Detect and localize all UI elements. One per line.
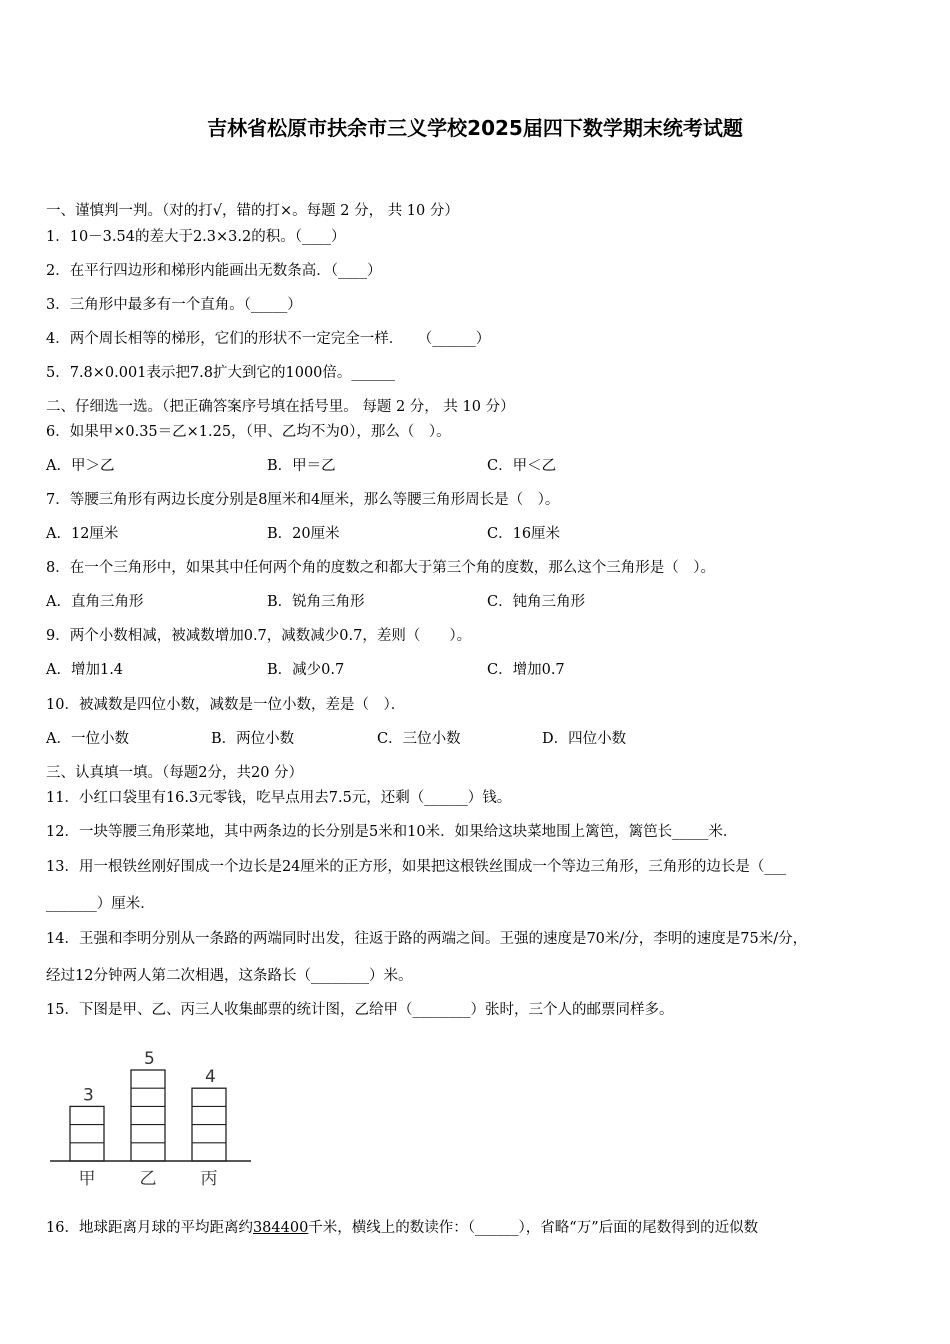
question-2: 2．在平行四边形和梯形内能画出无数条高．（____） [46,263,382,279]
q10-option-d: D．四位小数 [542,731,627,747]
question-16 [46,1218,758,1238]
q8-option-a: A．直角三角形 [46,594,144,610]
section-2-heading: 二、仔细选一选。（把正确答案序号填在括号里。 每题 2 分， 共 10 分） [46,399,515,415]
q6-option-b: B．甲＝乙 [267,458,336,474]
q9-option-c: C．增加0.7 [487,662,565,678]
stamp-bar-chart [44,1030,264,1190]
bar-乙 [131,1070,165,1161]
question-10: 10．被减数是四位小数，减数是一位小数，差是（ ）． [46,697,406,713]
q9-option-a: A．增加1.4 [46,662,124,678]
q16-text-before: 16．地球距离月球的平均距离约 [46,1220,253,1236]
q16-text-after: 千米，横线上的数读作：（______），省略“万”后面的尾数得到的近似数 [308,1220,759,1236]
question-14-line-1: 14．王强和李明分别从一条路的两端同时出发，往返于路的两端之间。王强的速度是70米/分，李明的速度是75米/分， [46,931,808,947]
q7-option-c: C．16厘米 [487,526,561,542]
value-label-甲: 3 [83,1085,94,1106]
question-13-line-1: 13．用一根铁丝刚好围成一个边长是24厘米的正方形，如果把这根铁丝围成一个等边三角形，三角形的边长是（___ [46,859,787,875]
question-13-line-2: _______）厘米． [46,896,155,912]
section-3-heading: 三、认真填一填。（每题2分，共20 分） [46,765,304,781]
question-5: 5．7.8×0.001表示把7.8扩大到它的1000倍。______ [46,365,395,381]
question-7: 7．等腰三角形有两边长度分别是8厘米和4厘米，那么等腰三角形周长是（ ）。 [46,492,560,508]
question-1: 1．10－3.54的差大于2.3×3.2的积。（____） [46,229,346,245]
category-label-乙: 乙 [139,1169,157,1189]
question-12: 12．一块等腰三角形菜地，其中两条边的长分别是5米和10米．如果给这块菜地围上篱笆，篱笆长_____米． [46,824,738,840]
category-label-甲: 甲 [78,1169,96,1189]
question-6: 6．如果甲×0.35＝乙×1.25，（甲、乙均不为0），那么（ ）。 [46,424,451,440]
question-14-line-2: 经过12分钟两人第二次相遇，这条路长（________）米。 [46,968,413,984]
q7-option-a: A．12厘米 [46,526,119,542]
value-label-丙: 4 [205,1067,216,1088]
page-title: 吉林省松原市扶余市三义学校2025届四下数学期末统考试题 [207,116,743,140]
q10-option-b: B．两位小数 [211,731,295,747]
question-4: 4．两个周长相等的梯形，它们的形状不一定完全一样． （______） [46,331,491,347]
question-8: 8．在一个三角形中，如果其中任何两个角的度数之和都大于第三个角的度数，那么这个三角形是（ ）。 [46,560,715,576]
question-9: 9．两个小数相减，被减数增加0.7，减数减少0.7，差则（ ）。 [46,628,472,644]
q7-option-b: B．20厘米 [267,526,340,542]
q6-option-c: C．甲＜乙 [487,458,557,474]
section-1-heading: 一、谨慎判一判。（对的打√，错的打×。每题 2 分， 共 10 分） [46,203,459,219]
bar-甲 [70,1106,104,1161]
q8-option-c: C．钝角三角形 [487,594,586,610]
question-11: 11．小红口袋里有16.3元零钱，吃早点用去7.5元，还剩（______）钱。 [46,790,512,806]
value-label-乙: 5 [144,1049,155,1069]
q10-option-a: A．一位小数 [46,731,129,747]
q16-distance-number: 384400 [252,1220,309,1236]
q9-option-b: B．减少0.7 [267,662,345,678]
category-label-丙: 丙 [200,1169,218,1189]
q10-option-c: C．三位小数 [377,731,461,747]
question-15: 15．下图是甲、乙、丙三人收集邮票的统计图，乙给甲（________）张时，三个人的邮票同样多。 [46,1002,674,1018]
q8-option-b: B．锐角三角形 [267,594,365,610]
q6-option-a: A．甲＞乙 [46,458,115,474]
question-3: 3．三角形中最多有一个直角。（_____） [46,297,302,313]
